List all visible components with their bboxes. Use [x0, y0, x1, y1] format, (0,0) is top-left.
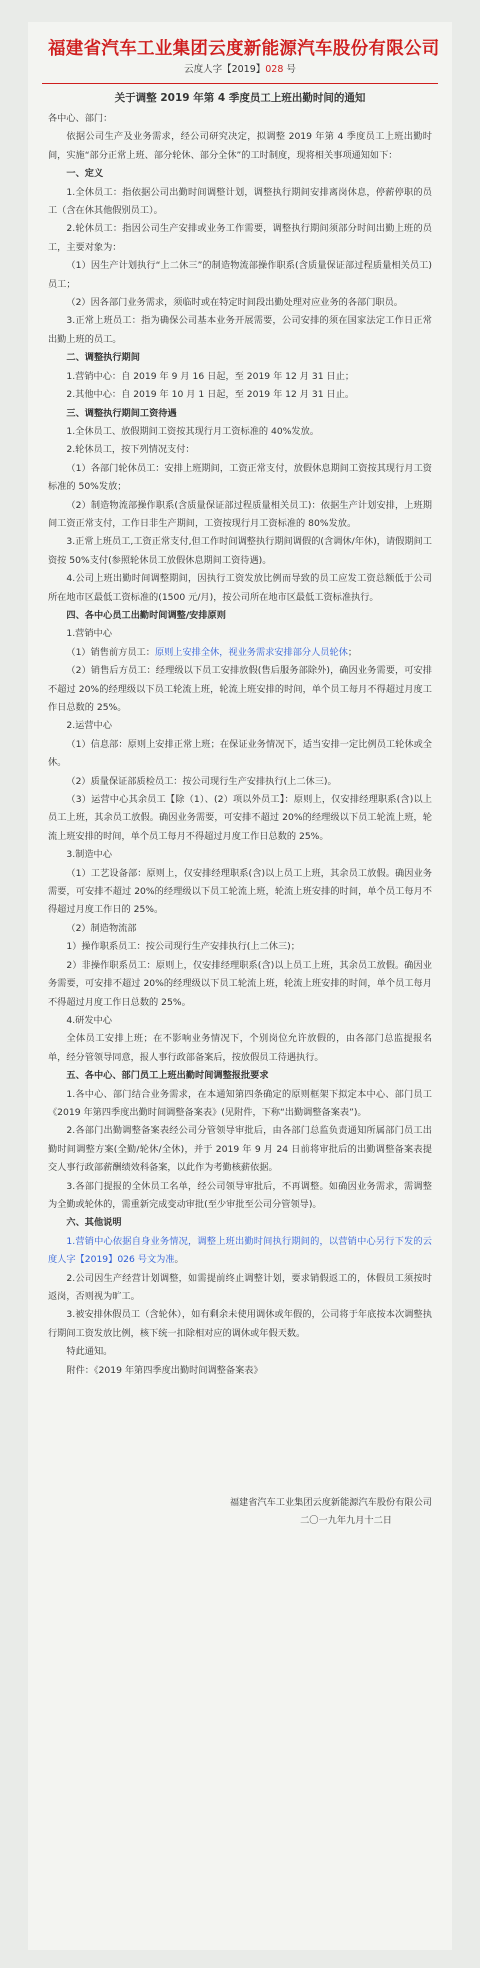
- company-name: 福建省汽车工业集团云度新能源汽车股份有限公司: [48, 39, 440, 59]
- paragraph: 3.正常上班员工：指为确保公司基本业务开展需要，公司安排的须在国家法定工作日正常出勤上班的员工。: [48, 315, 432, 345]
- paragraph: （1）工艺设备部：原则上，仅安排经理职系(含)以上员工上班，其余员工放假。确因业务需要，可安排不超过 20%的经理级以下员工轮流上班，轮流上班安排的时间，单个员工每月不得超过月度工作日的 25%。: [48, 867, 432, 916]
- document-page: [28, 22, 452, 1950]
- doc-no: 028: [265, 64, 284, 75]
- paragraph: （1）各部门轮休员工：安排上班期间，工资正常支付，放假休息期间工资按其现行月工资标准的 50%发放；: [48, 462, 432, 493]
- notice-body: [48, 110, 432, 1380]
- paragraph: [48, 1233, 432, 1270]
- paragraph: [48, 644, 432, 662]
- header-divider: [42, 83, 438, 84]
- paragraph: （1）因生产计划执行“上二休三”的制造物流部操作职系(含质量保证部过程质量相关员工)员工；: [48, 260, 432, 290]
- attachment-note: 附件：《2019 年第四季度出勤时间调整备案表》: [66, 1364, 263, 1376]
- text-run: 。: [174, 1254, 184, 1266]
- text-run: ；: [347, 646, 358, 658]
- text-run: （1）销售前方员工：: [66, 646, 155, 658]
- section-heading: 四、各中心员工出勤时间调整/安排原则: [66, 609, 226, 621]
- paragraph: （2）制造物流部: [66, 922, 137, 934]
- paragraph: 2）非操作职系员工：原则上，仅安排经理职系(含)以上员工上班，其余员工放假。确因业务需要，可安排不超过 20%的经理级以下员工轮流上班，轮流上班安排的时间，单个员工每月不得超过月度工作日总数的 25%。: [48, 959, 432, 1008]
- section-heading: 三、调整执行期间工资待遇: [66, 407, 177, 419]
- paragraph: 1.营销中心: [66, 628, 112, 640]
- paragraph: 1.各中心、部门结合业务需求，在本通知第四条确定的原则框架下拟定本中心、部门员工《2019 年第四季度出勤时间调整备案表》(见附件，下称“出勤调整备案表”)。: [48, 1088, 432, 1118]
- paragraph: 2.各部门出勤调整备案表经公司分管领导审批后，由各部门总监负责通知所属部门员工出勤时间调整方案(全勤/轮休/全休)，并于 2019 年 9 月 24 日前将审批后的出勤调整备案表提交人事行政部薪酬绩效科备案，以此作为考勤核薪依据。: [48, 1125, 432, 1174]
- paragraph: （2）销售后方员工：经理级以下员工安排放假(售后服务部除外)，确因业务需要，可安排不超过 20%的经理级以下员工轮流上班，轮流上班安排的时间，单个员工每月不得超过月度工作日总数的 25%。: [48, 665, 432, 713]
- paragraph: （2）制造物流部操作职系(含质量保证部过程质量相关员工)：依据生产计划安排，上班期间工资正常支付，工作日非生产期间，工资按现行月工资标准的 80%发放。: [48, 499, 432, 529]
- paragraph: 1.营销中心：自 2019 年 9 月 16 日起，至 2019 年 12 月 31 日止；: [66, 370, 355, 382]
- paragraph: 1.全休员工：指依据公司出勤时间调整计划，调整执行期间安排离岗休息，停薪停职的员工（含在休其他假别员工）。: [48, 186, 432, 217]
- doc-prefix: 云度人字【2019】: [184, 64, 266, 75]
- paragraph: 1）操作职系员工：按公司现行生产安排执行(上二休三)；: [66, 941, 300, 953]
- paragraph: 3.正常上班员工,工资正常支付,但工作时间调整执行期间调假的(含调休/年休)，请假期间工资按 50%支付(参照轮休员工放假休息期间工资待遇)。: [48, 536, 432, 566]
- notice-title: 关于调整 2019 年第 4 季度员工上班出勤时间的通知: [114, 92, 366, 104]
- section-heading: 六、其他说明: [66, 1217, 122, 1229]
- paragraph: 2.轮休员工：指因公司生产安排或业务工作需要，调整执行期间须部分时间出勤上班的员工，主要对象为：: [48, 223, 432, 253]
- doc-suffix: 号: [283, 64, 296, 75]
- paragraph: 3.被安排休假员工（含轮休），如有剩余未使用调休或年假的，公司将于年底按本次调整执行期间工资发放比例，核下统一扣除相对应的调休或年假天数。: [48, 1309, 432, 1339]
- paragraph: 2.公司因生产经营计划调整，如需提前终止调整计划，要求销假返工的，休假员工须按时返岗，否则视为旷工。: [48, 1272, 432, 1302]
- paragraph: 4.研发中心: [66, 1014, 112, 1026]
- paragraph: 全体员工安排上班；在不影响业务情况下，个别岗位允许放假的，由各部门总监提报名单，经分管领导同意，报人事行政部备案后，按放假员工待遇执行。: [48, 1033, 432, 1063]
- signature-date: 二〇一九年九月十二日: [300, 1515, 392, 1527]
- paragraph: 2.其他中心：自 2019 年 10 月 1 日起，至 2019 年 12 月 31 日止。: [66, 389, 355, 401]
- paragraph: （3）运营中心其余员工【除（1）、(2）项以外员工】：原则上，仅安排经理职系(含)以上员工上班，其余员工放假。确因业务需要，可安排不超过 20%的经理级以下员工轮流上班，轮流上班安排的时间，单个员工每月不得超过月度工作日总数的 25%。: [48, 794, 432, 842]
- closing-text: 特此通知。: [66, 1346, 113, 1358]
- signature-block: [48, 1494, 432, 1531]
- paragraph: 3.制造中心: [66, 849, 112, 861]
- paragraph: 1.全休员工、放假期间工资按其现行月工资标准的 40%发放。: [66, 425, 319, 437]
- paragraph: （1）信息部：原则上安排正常上班；在保证业务情况下，适当安排一定比例员工轮休或全休。: [48, 738, 432, 769]
- salutation: 各中心、部门：: [48, 113, 113, 124]
- highlighted-text: 1.营销中心依据自身业务情况，调整上班出勤时间执行期间的，以营销中心另行下发的云度人字【2019】026 号文为准: [48, 1235, 432, 1266]
- section-heading: 五、各中心、部门员工上班出勤时间调整报批要求: [66, 1070, 269, 1082]
- paragraph: 3.各部门提报的全休员工名单，经公司领导审批后，不再调整。如确因业务需求，需调整为全勤或轮休的，需重新完成变动审批(至少审批至公司分管领导)。: [48, 1180, 432, 1210]
- paragraph: 2.轮休员工，按下列情况支付：: [66, 444, 195, 456]
- paragraph: 2.运营中心: [66, 720, 112, 732]
- paragraph: 4.公司上班出勤时间调整期间，因执行工资发放比例而导致的员工应发工资总额低于公司所在地市区最低工资标准的(1500 元/月)，按公司所在地市区最低工资标准执行。: [48, 573, 432, 603]
- intro-paragraph: 依据公司生产及业务需求，经公司研究决定，拟调整 2019 年第 4 季度员工上班出勤时间，实施“部分正常上班、部分轮休、部分全休”的工时制度，现将相关事项通知如下：: [48, 131, 432, 161]
- document-number: [48, 63, 432, 77]
- section-heading: 一、定义: [66, 168, 104, 180]
- section-heading: 二、调整执行期间: [66, 352, 140, 364]
- paragraph: （2）因各部门业务需求，须临时或在特定时间段出勤处理对应业务的各部门职员。: [66, 297, 403, 309]
- signature-company: 福建省汽车工业集团云度新能源汽车股份有限公司: [229, 1497, 432, 1509]
- paragraph: （2）质量保证部质检员工：按公司现行生产安排执行(上二休三)。: [66, 775, 337, 787]
- highlighted-text: 原则上安排全休，视业务需求安排部分人员轮休: [154, 646, 348, 658]
